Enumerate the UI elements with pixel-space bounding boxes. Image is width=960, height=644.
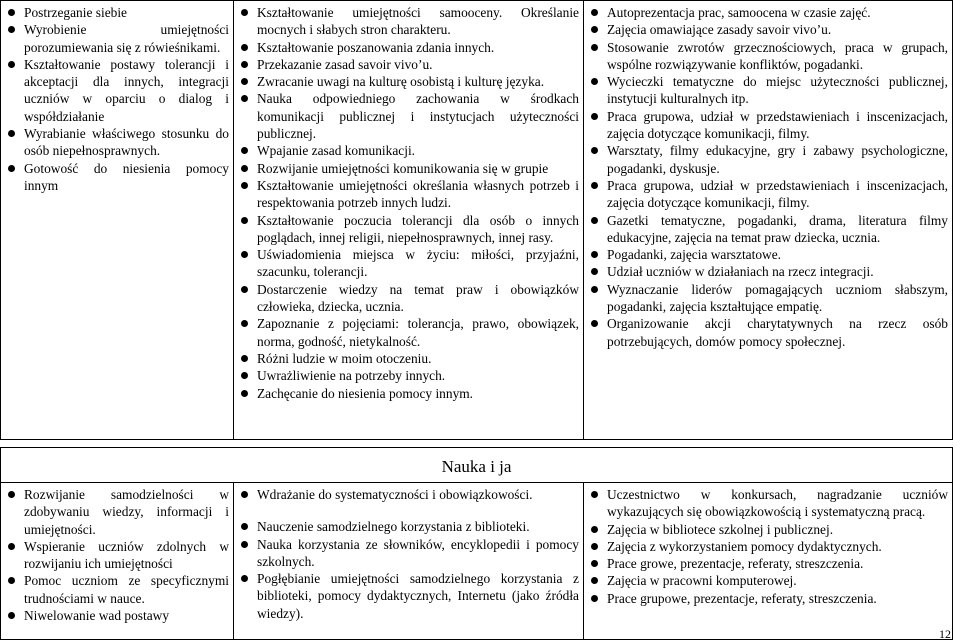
page-number: 12 [939,627,951,641]
list-item: Wycieczki tematyczne do miejsc użyteczności publicznej, instytucji kulturalnych itp. [588,73,948,108]
list-item: Stosowanie zwrotów grzecznościowych, praca w grupach, wspólne rozwiązywanie konfliktów, pogadanki. [588,39,948,74]
methods-list [588,486,948,607]
list-item: Gazetki tematyczne, pogadanki, drama, literatura filmy edukacyjne, zajęcia na temat praw dziecka, ucznia. [588,212,948,247]
list-item: Uświadomienia miejsca w życiu: miłości, przyjaźni, szacunku, tolerancji. [238,246,579,281]
top-col-methods [584,1,953,440]
list-item: Nauczenie samodzielnego korzystania z biblioteki. [238,518,579,535]
goals-list [5,486,229,624]
list-item: Kształtowanie umiejętności samooceny. Określanie mocnych i słabych stron charakteru. [238,4,579,39]
list-item: Pomoc uczniom ze specyficznymi trudnościami w nauce. [5,572,229,607]
list-item: Zajęcia w pracowni komputerowej. [588,572,948,589]
bottom-col-goals [1,483,234,640]
list-item: Organizowanie akcji charytatywnych na rzecz osób potrzebujących, domów pomocy społecznej. [588,315,948,350]
list-item: Zajęcia omawiające zasady savoir vivo’u. [588,21,948,38]
list-item: Wyrobienie umiejętności porozumiewania się z rówieśnikami. [5,21,229,56]
list-item: Nauka korzystania ze słowników, encyklopedii i pomocy szkolnych. [238,536,579,571]
list-item: Zapoznanie z pojęciami: tolerancja, prawo, obowiązek, norma, godność, nietykalność. [238,315,579,350]
list-item: Kształtowanie poszanowania zdania innych. [238,39,579,56]
list-item: Wyrabianie właściwego stosunku do osób niepełnosprawnych. [5,125,229,160]
list-item: Udział uczniów w działaniach na rzecz integracji. [588,263,948,280]
list-item: Kształtowanie postawy tolerancji i akceptacji dla innych, integracji uczniów w oparciu o dialog i współdziałanie [5,56,229,125]
list-item: Nauka odpowiedniego zachowania w środkach komunikacji publicznej i instytucjach użyteczności publicznej. [238,90,579,142]
list-item: Uwrażliwienie na potrzeby innych. [238,367,579,384]
tasks-list [238,486,579,622]
list-item: Rozwijanie samodzielności w zdobywaniu wiedzy, informacji i umiejętności. [5,486,229,538]
list-item: Warsztaty, filmy edukacyjne, gry i zabawy psychologiczne, pogadanki, dyskusje. [588,142,948,177]
tasks-list [238,4,579,402]
list-item: Kształtowanie poczucia tolerancji dla osób o innych poglądach, innej religii, niepełnosprawnych, innej rasy. [238,212,579,247]
top-col-goals [1,1,234,440]
list-item: Zwracanie uwagi na kulturę osobistą i kulturę języka. [238,73,579,90]
top-col-tasks [234,1,584,440]
bottom-table [0,447,953,640]
list-item: Autoprezentacja prac, samoocena w czasie zajęć. [588,4,948,21]
list-item: Postrzeganie siebie [5,4,229,21]
list-item: Wspieranie uczniów zdolnych w rozwijaniu ich umiejętności [5,538,229,573]
section-heading: Nauka i ja [1,448,953,483]
list-item: Pogłębianie umiejętności samodzielnego korzystania z biblioteki, pomocy dydaktycznych, Internetu (jako źródła wiedzy). [238,570,579,622]
list-item: Niwelowanie wad postawy [5,607,229,624]
list-item: Wyznaczanie liderów pomagających uczniom słabszym, pogadanki, zajęcia kształtujące empatię. [588,281,948,316]
list-item: Kształtowanie umiejętności określania własnych potrzeb i respektowania potrzeb innych ludzi. [238,177,579,212]
list-item: Dostarczenie wiedzy na temat praw i obowiązków człowieka, dziecka, ucznia. [238,281,579,316]
list-item: Różni ludzie w moim otoczeniu. [238,350,579,367]
bottom-col-methods [584,483,953,640]
goals-list [5,4,229,194]
list-item: Praca grupowa, udział w przedstawieniach i inscenizacjach, zajęcia dotyczące komunikacji, filmy. [588,177,948,212]
list-item: Zachęcanie do niesienia pomocy innym. [238,385,579,402]
list-item: Zajęcia z wykorzystaniem pomocy dydaktycznych. [588,538,948,555]
methods-list [588,4,948,350]
list-item: Zajęcia w bibliotece szkolnej i publicznej. [588,521,948,538]
list-item: Rozwijanie umiejętności komunikowania się w grupie [238,160,579,177]
bottom-col-tasks [234,483,584,640]
list-item: Pogadanki, zajęcia warsztatowe. [588,246,948,263]
list-item: Gotowość do niesienia pomocy innym [5,160,229,195]
list-item: Praca grupowa, udział w przedstawieniach i inscenizacjach, zajęcia dotyczące komunikacji, filmy. [588,108,948,143]
list-item: Prace growe, prezentacje, referaty, streszczenia. [588,555,948,572]
list-item: Prace grupowe, prezentacje, referaty, streszczenia. [588,590,948,607]
list-item: Uczestnictwo w konkursach, nagradzanie uczniów wykazujących się obowiązkowością i systematyczną pracą. [588,486,948,521]
list-item: Wpajanie zasad komunikacji. [238,142,579,159]
list-item: Wdrażanie do systematyczności i obowiązkowości. [238,486,579,503]
list-item: Przekazanie zasad savoir vivo’u. [238,56,579,73]
